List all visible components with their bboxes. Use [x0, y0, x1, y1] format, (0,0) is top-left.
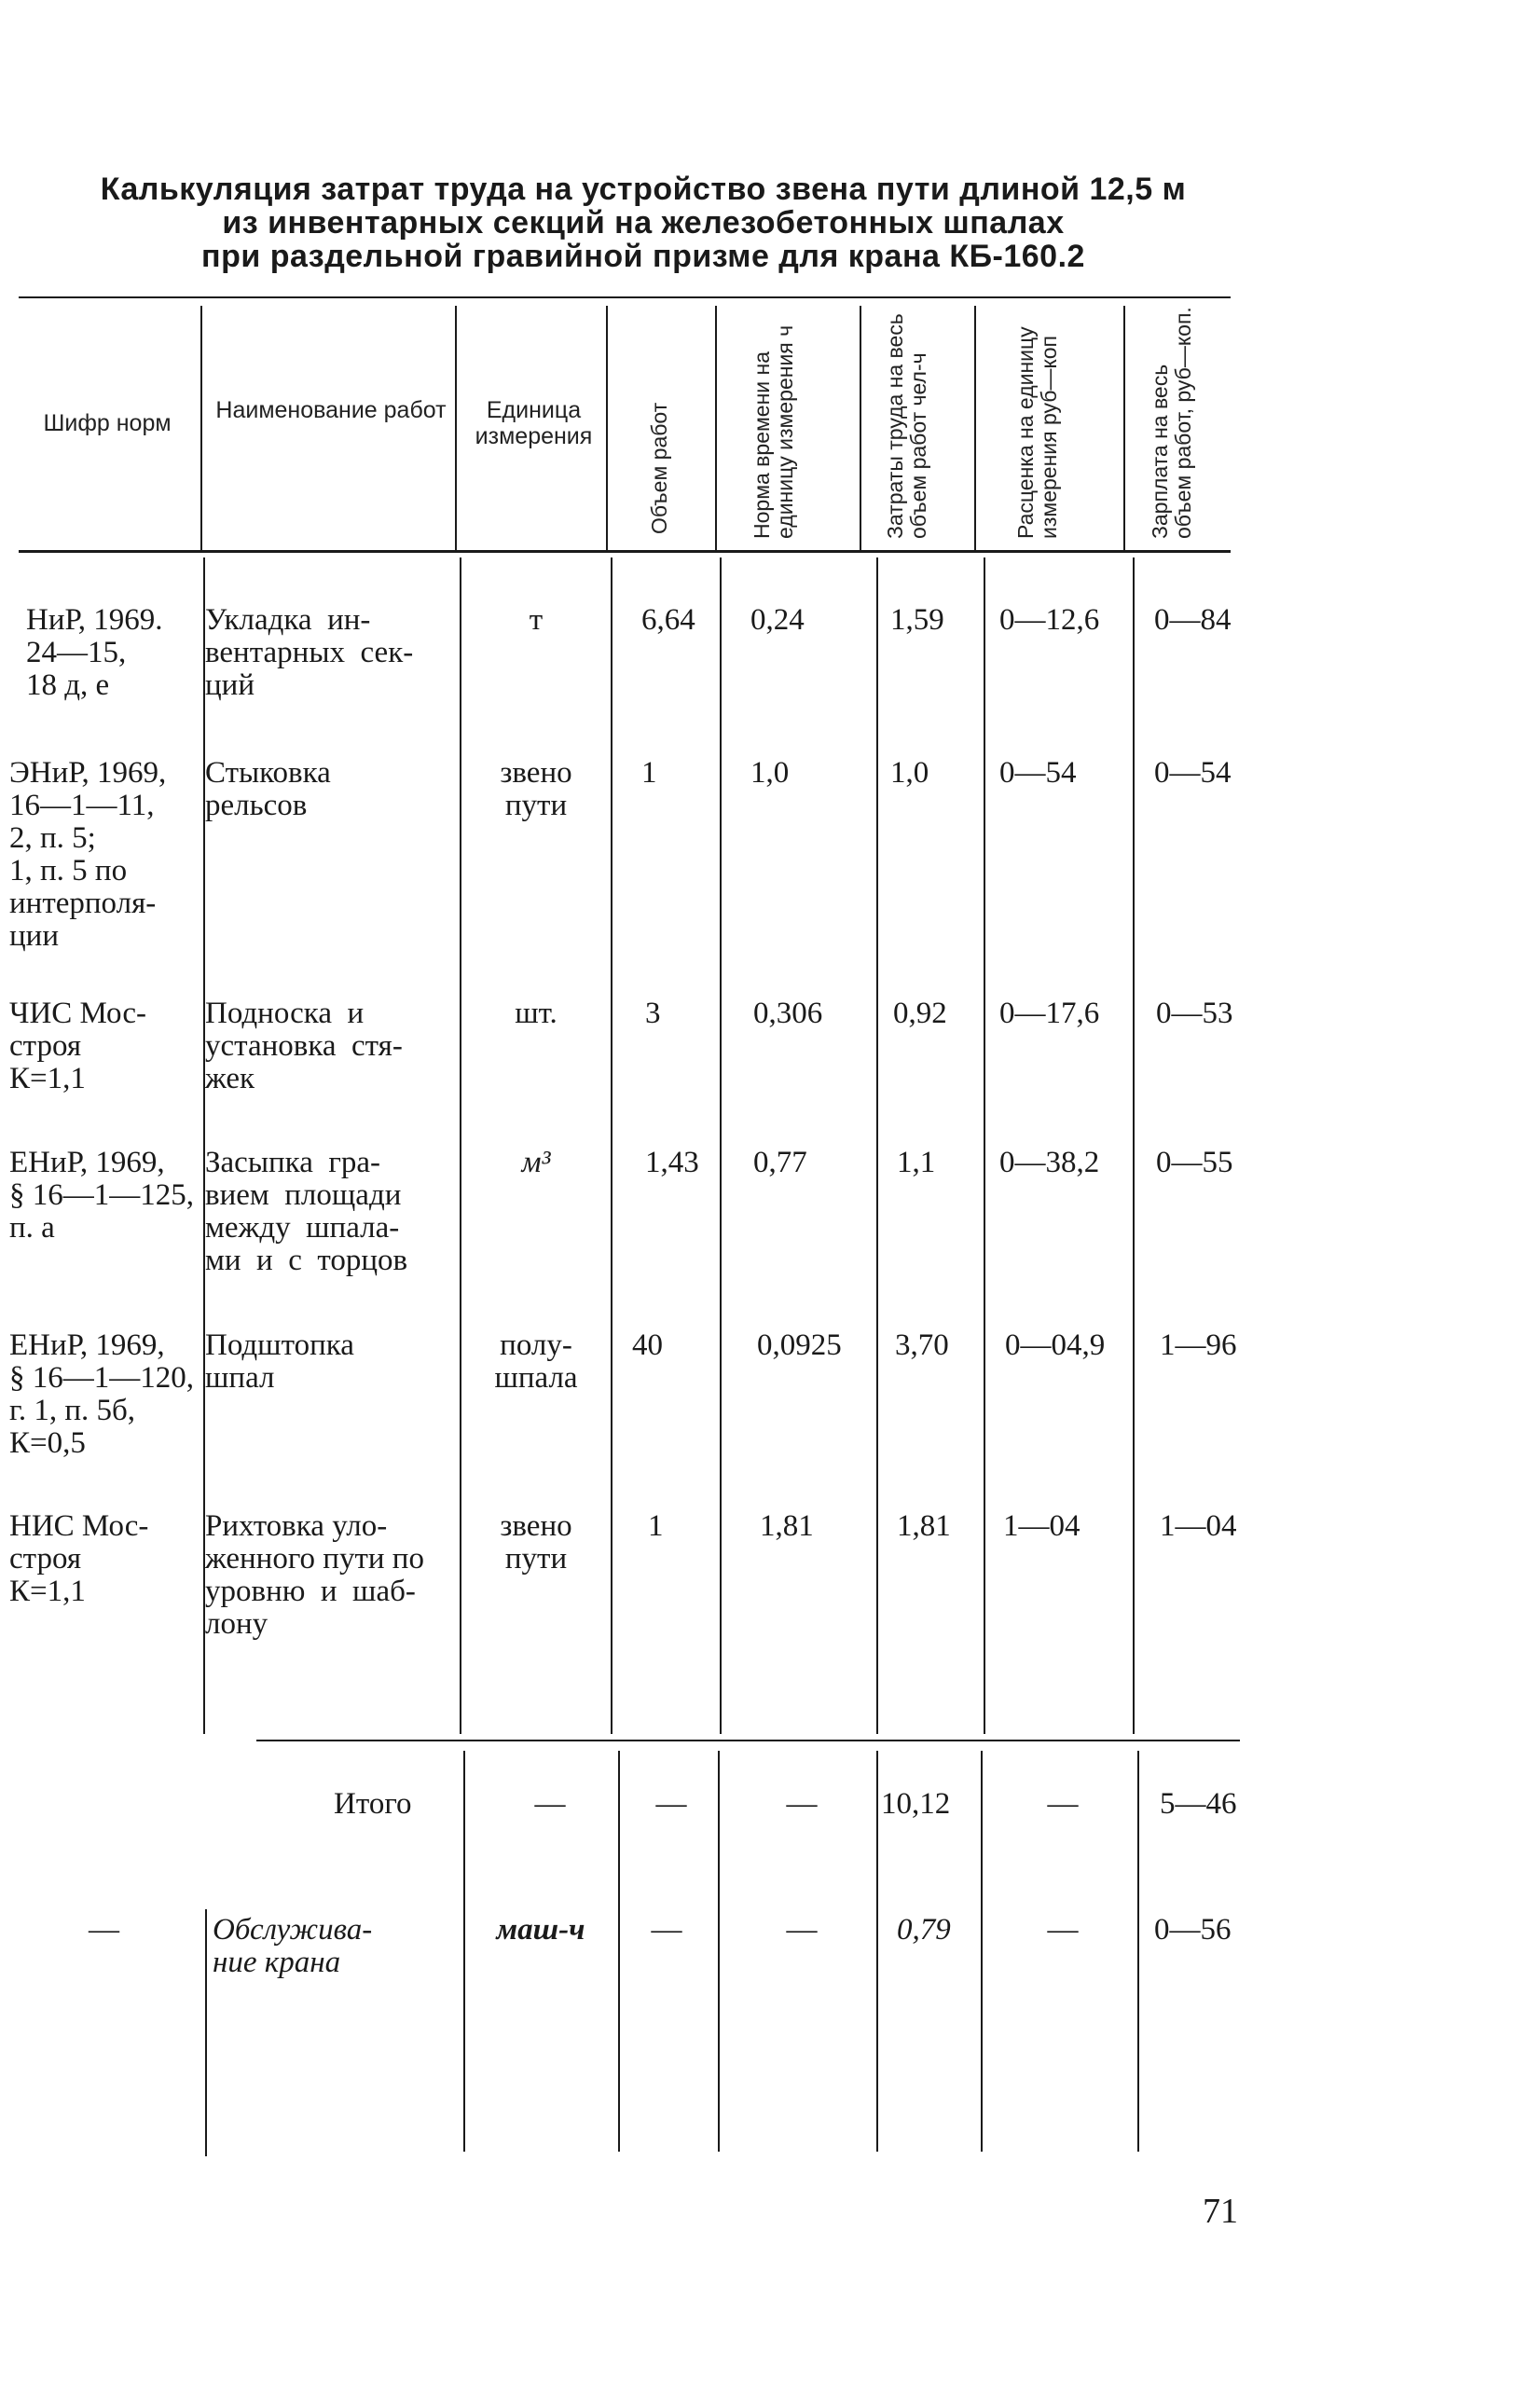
header-rate-text: Расценка на единицу измерения руб—коп: [1013, 326, 1061, 539]
row-3-pay: 0—53: [1156, 997, 1233, 1030]
row-1-unit: т: [529, 603, 544, 637]
summary-divider-4: [718, 1751, 720, 2152]
row-4-labor: 1,1: [897, 1146, 936, 1179]
row-3-code: ЧИС Мос- строя К=1,1: [9, 997, 147, 1095]
header-code: Шифр норм: [43, 410, 172, 436]
row-6-volume: 1: [648, 1509, 664, 1543]
row-3-unit: шт.: [515, 997, 557, 1030]
row-3-rate: 0—17,6: [999, 997, 1100, 1030]
table-title: [56, 172, 1231, 273]
body-divider-4: [720, 557, 722, 1734]
row-6-rate: 1—04: [1003, 1509, 1080, 1543]
row-6-norm: 1,81: [760, 1509, 814, 1543]
row-1-volume: 6,64: [641, 603, 695, 637]
summary-top-rule: [256, 1740, 1240, 1741]
header-unit: Единица измерения: [475, 397, 593, 449]
row-2-norm: 1,0: [750, 756, 790, 790]
row-1-labor: 1,59: [890, 603, 944, 637]
row-4-unit: м³: [521, 1146, 551, 1179]
row-2-unit: звено пути: [500, 756, 572, 822]
row-4-code: ЕНиР, 1969, § 16—1—125, п. а: [9, 1146, 194, 1245]
row-5-norm: 0,0925: [757, 1328, 842, 1362]
header-pay: [1149, 306, 1232, 539]
summary-divider-2: [463, 1751, 465, 2152]
header-divider-1: [200, 306, 202, 550]
row-1-code: НиР, 1969. 24—15, 18 д, е: [26, 603, 163, 702]
body-divider-5: [876, 557, 878, 1734]
header-rate: [1014, 306, 1117, 539]
body-divider-3: [611, 557, 612, 1734]
row-3-name: Подноска и установка стя- жек: [205, 997, 403, 1095]
body-divider-6: [984, 557, 985, 1734]
header-norm: [750, 306, 853, 539]
row-2-pay: 0—54: [1154, 756, 1232, 790]
row-5-labor: 3,70: [895, 1328, 949, 1362]
row-2-code: ЭНиР, 1969, 16—1—11, 2, п. 5; 1, п. 5 по интерполя- ции: [9, 756, 167, 953]
row-6-name: Рихтовка уло- женного пути по уровню и шаб- лону: [205, 1509, 424, 1641]
body-divider-2: [460, 557, 461, 1734]
row-5-unit: полу- шпала: [494, 1328, 578, 1395]
summary-2-code: —: [89, 1913, 119, 1947]
title-line-1: Калькуляция затрат труда на устройство звена пути длиной 12,5 м: [100, 172, 1187, 207]
header-name: Наименование работ: [215, 397, 447, 423]
row-1-name: Укладка ин- вентарных сек- ций: [205, 603, 414, 702]
body-divider-7: [1133, 557, 1135, 1734]
summary-2-volume: —: [651, 1913, 682, 1947]
summary-1-pay: 5—46: [1160, 1787, 1237, 1821]
header-divider-7: [1123, 306, 1125, 550]
summary-1-unit: —: [534, 1787, 566, 1821]
summary-divider-3: [618, 1751, 620, 2152]
row-4-name: Засыпка гра- вием площади между шпала- ми и с торцов: [205, 1146, 408, 1277]
row-2-labor: 1,0: [890, 756, 929, 790]
summary-1-labor: 10,12: [881, 1787, 951, 1821]
summary-1-rate: —: [1047, 1787, 1079, 1821]
header-volume: Объем работ: [647, 402, 671, 534]
summary-1-name: Итого: [334, 1787, 412, 1821]
summary-divider-6: [981, 1751, 983, 2152]
row-5-volume: 40: [632, 1328, 663, 1362]
summary-divider-5: [876, 1751, 878, 2152]
row-3-labor: 0,92: [893, 997, 947, 1030]
row-6-unit: звено пути: [500, 1509, 572, 1576]
row-3-norm: 0,306: [753, 997, 823, 1030]
header-divider-3: [606, 306, 608, 550]
row-5-rate: 0—04,9: [1005, 1328, 1106, 1362]
summary-divider-1: [205, 1909, 207, 2156]
row-2-volume: 1: [641, 756, 657, 790]
title-line-3: при раздельной гравийной призме для крана КБ-160.2: [201, 239, 1085, 274]
header-labor: [884, 306, 968, 539]
header-divider-4: [715, 306, 717, 550]
row-2-name: Стыковка рельсов: [205, 756, 331, 822]
row-6-labor: 1,81: [897, 1509, 951, 1543]
header-divider-5: [860, 306, 861, 550]
header-divider-2: [455, 306, 457, 550]
row-4-volume: 1,43: [645, 1146, 699, 1179]
row-2-rate: 0—54: [999, 756, 1077, 790]
header-pay-text: Зарплата на весь объем работ, руб—коп.: [1148, 307, 1195, 539]
row-3-volume: 3: [645, 997, 661, 1030]
summary-1-norm: —: [786, 1787, 818, 1821]
row-6-code: НИС Мос- строя К=1,1: [9, 1509, 149, 1608]
summary-2-norm: —: [786, 1913, 818, 1947]
row-5-pay: 1—96: [1160, 1328, 1237, 1362]
labor-cost-table: [0, 296, 1240, 2189]
row-1-pay: 0—84: [1154, 603, 1232, 637]
row-4-norm: 0,77: [753, 1146, 807, 1179]
row-5-code: ЕНиР, 1969, § 16—1—120, г. 1, п. 5б, К=0,5: [9, 1328, 194, 1460]
header-bottom-rule: [19, 550, 1231, 553]
page-number: 71: [1203, 2192, 1238, 2231]
row-5-name: Подштопка шпал: [205, 1328, 354, 1395]
header-divider-6: [974, 306, 976, 550]
title-line-2: из инвентарных секций на железобетонных шпалах: [222, 205, 1065, 241]
summary-2-pay: 0—56: [1154, 1913, 1232, 1947]
summary-2-name: Обслужива- ние крана: [213, 1913, 373, 1979]
summary-2-labor: 0,79: [897, 1913, 951, 1947]
row-6-pay: 1—04: [1160, 1509, 1237, 1543]
header-labor-text: Затраты труда на весь объем работ чел-ч: [883, 313, 930, 539]
row-1-rate: 0—12,6: [999, 603, 1100, 637]
header-top-rule: [19, 296, 1231, 298]
summary-2-unit: маш-ч: [496, 1913, 585, 1947]
summary-1-volume: —: [655, 1787, 687, 1821]
summary-divider-7: [1137, 1751, 1139, 2152]
header-norm-text: Норма времени на единицу измерения ч: [750, 324, 797, 539]
row-4-rate: 0—38,2: [999, 1146, 1100, 1179]
summary-2-rate: —: [1047, 1913, 1079, 1947]
row-4-pay: 0—55: [1156, 1146, 1233, 1179]
row-1-norm: 0,24: [750, 603, 805, 637]
